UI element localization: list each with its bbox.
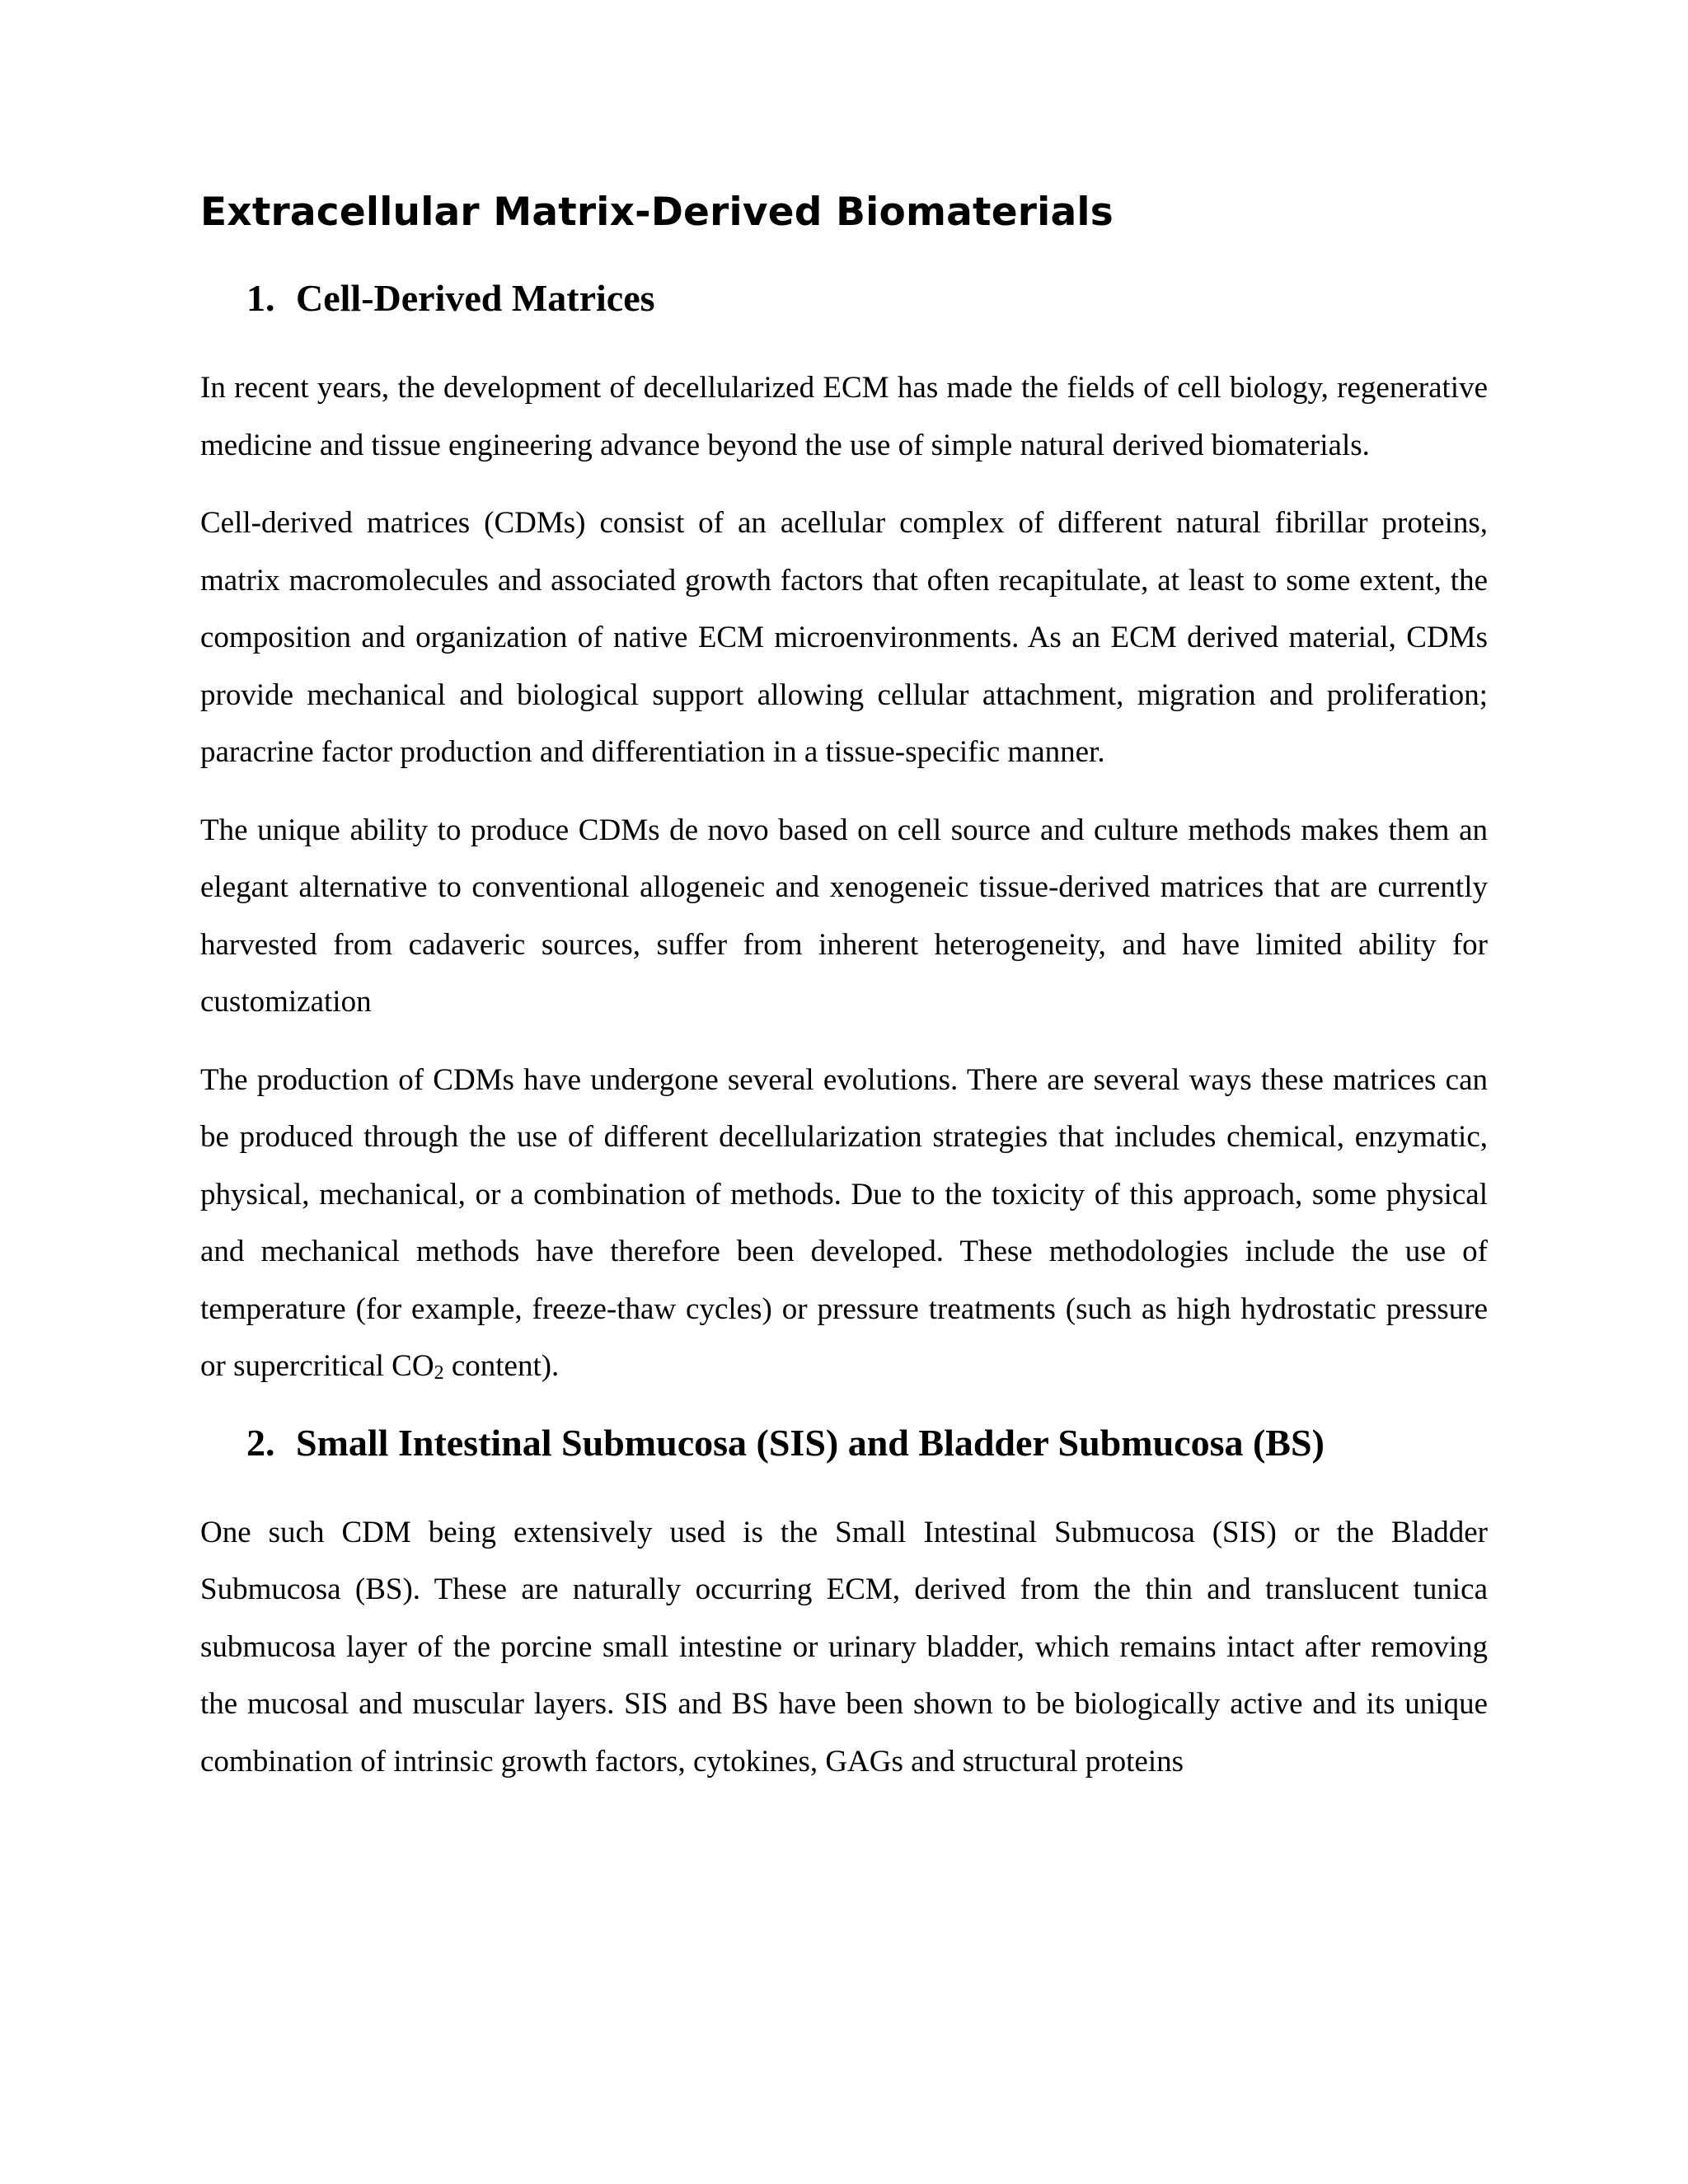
section-number: 1. xyxy=(246,277,275,319)
section-number: 2. xyxy=(246,1421,275,1464)
paragraph-text: The production of CDMs have undergone several evolutions. There are several ways these matrices can be produced through the use of different decellularization strategies that includes chemical, enzymatic, physical, mechanical, or a combination of methods. Due to the toxicity of this approach, some physical and mechanical methods have therefore been developed. These methodologies include the use of temperature (for example, freeze-thaw cycles) or pressure treatments (such as high hydrostatic pressure or supercritical CO xyxy=(200,1062,1488,1383)
section-heading-cell-derived-matrices xyxy=(200,274,1488,323)
paragraph: In recent years, the development of decellularized ECM has made the fields of cell biology, regenerative medicine and tissue engineering advance beyond the use of simple natural derived biomaterials. xyxy=(200,371,1488,462)
paragraph: The unique ability to produce CDMs de novo based on cell source and culture methods makes them an elegant alternative to conventional allogeneic and xenogeneic tissue-derived matrices that are currently harvested from cadaveric sources, suffer from inherent heterogeneity, and have limited ability for customization xyxy=(200,813,1488,1019)
document-body xyxy=(200,188,1488,1811)
paragraph-text: content). xyxy=(443,1349,560,1383)
paragraph: One such CDM being extensively used is the Small Intestinal Submucosa (SIS) or the Bladder Submucosa (BS). These are naturally occurring ECM, derived from the thin and translucent tunica submucosa layer of the porcine small intestine or urinary bladder, which remains intact after removing the mucosal and muscular layers. SIS and BS have been shown to be biologically active and its unique combination of intrinsic growth factors, cytokines, GAGs and structural proteins xyxy=(200,1515,1488,1779)
section-heading-sis-bs xyxy=(200,1418,1488,1468)
section-title: Cell-Derived Matrices xyxy=(296,277,655,319)
paragraph: Cell-derived matrices (CDMs) consist of an acellular complex of different natural fibrillar proteins, matrix macromolecules and associated growth factors that often recapitulate, at least to some extent, the composition and organization of native ECM microenvironments. As an ECM derived material, CDMs provide mechanical and biological support allowing cellular attachment, migration and proliferation; paracrine factor production and differentiation in a tissue-specific manner. xyxy=(200,506,1488,769)
document-title: Extracellular Matrix-Derived Biomaterials xyxy=(200,190,1114,235)
section-title: Small Intestinal Submucosa (SIS) and Bladder Submucosa (BS) xyxy=(296,1421,1325,1464)
paragraph-with-subscript xyxy=(200,1052,1488,1395)
subscript: 2 xyxy=(434,1362,444,1384)
